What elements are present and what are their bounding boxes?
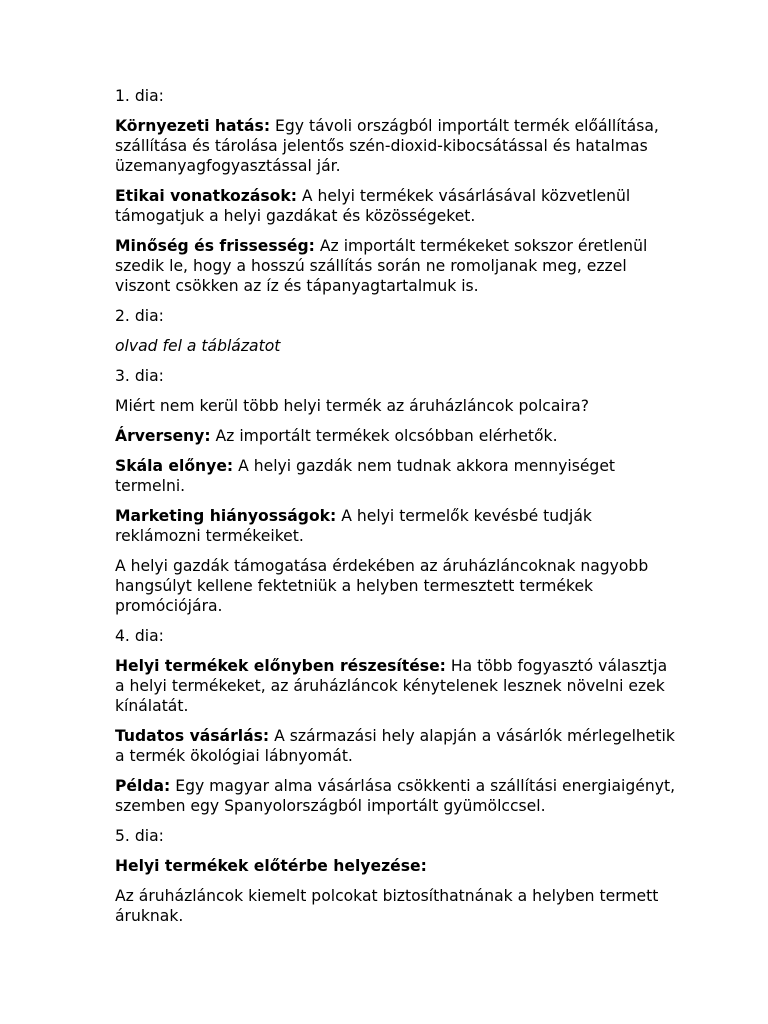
term-label: Minőség és frissesség: <box>115 237 315 255</box>
term-text: A helyi gazdák nem tudnak akkora mennyiséget termelni. <box>115 457 616 495</box>
term-label: Helyi termékek előnyben részesítése: <box>115 657 446 675</box>
slide-5-heading: 5. dia: <box>115 827 164 845</box>
paragraph-ethical-aspects <box>115 186 678 226</box>
term-text: Egy távoli országból importált termék előállítása, szállítása és tárolása jelentős szén-dioxid-kibocsátással és hatalmas üzemanyagfogyasztással jár. <box>115 117 659 175</box>
term-text: A származási hely alapján a vásárlók mérlegelhetik a termék ökológiai lábnyomát. <box>115 727 675 765</box>
term-label: Árverseny: <box>115 427 211 445</box>
paragraph-price-competition <box>115 426 678 446</box>
paragraph-highlight-local <box>115 856 678 876</box>
term-text: A helyi termelők kevésbé tudják reklámozni termékeiket. <box>115 507 592 545</box>
term-text: Az importált termékek olcsóbban elérhetők. <box>210 427 558 445</box>
term-label: Környezeti hatás: <box>115 117 271 135</box>
paragraph-conscious-shopping <box>115 726 678 766</box>
paragraph-support-farmers: A helyi gazdák támogatása érdekében az áruházláncoknak nagyobb hangsúlyt kellene fektetniük a helyben termesztett termékek promóciójára. <box>115 557 649 615</box>
paragraph-quality-freshness <box>115 236 678 296</box>
paragraph-question: Miért nem kerül több helyi termék az áruházláncok polcaira? <box>115 397 590 415</box>
paragraph-marketing-gaps <box>115 506 678 546</box>
term-label: Példa: <box>115 777 171 795</box>
term-text: Egy magyar alma vásárlása csökkenti a szállítási energiaigényt, szemben egy Spanyolországból importált gyümölccsel. <box>115 777 676 815</box>
term-label: Skála előnye: <box>115 457 234 475</box>
slide-4-heading: 4. dia: <box>115 627 164 645</box>
term-text: Az importált termékeket sokszor éretlenül szedik le, hogy a hosszú szállítás során ne romoljanak meg, ezzel viszont csökken az íz és tápanyagtartalmuk is. <box>115 237 648 295</box>
slide-2-heading: 2. dia: <box>115 307 164 325</box>
paragraph-environmental-impact <box>115 116 678 176</box>
paragraph-prefer-local <box>115 656 678 716</box>
term-label: Marketing hiányosságok: <box>115 507 337 525</box>
slide-3-heading: 3. dia: <box>115 367 164 385</box>
term-text: A helyi termékek vásárlásával közvetlenül támogatjuk a helyi gazdákat és közösségeket. <box>115 187 631 225</box>
italic-text: olvad fel a táblázatot <box>115 337 281 355</box>
term-text: Ha több fogyasztó választja a helyi termékeket, az áruházláncok kénytelenek lesznek növelni ezek kínálatát. <box>115 657 668 715</box>
term-label: Etikai vonatkozások: <box>115 187 297 205</box>
paragraph-table-note <box>115 336 678 356</box>
term-label: Tudatos vásárlás: <box>115 727 270 745</box>
paragraph-example <box>115 776 678 816</box>
paragraph-scale-advantage <box>115 456 678 496</box>
term-label: Helyi termékek előtérbe helyezése: <box>115 857 427 875</box>
slide-1-heading: 1. dia: <box>115 87 164 105</box>
paragraph-shelves: Az áruházláncok kiemelt polcokat biztosíthatnának a helyben termett áruknak. <box>115 887 659 925</box>
